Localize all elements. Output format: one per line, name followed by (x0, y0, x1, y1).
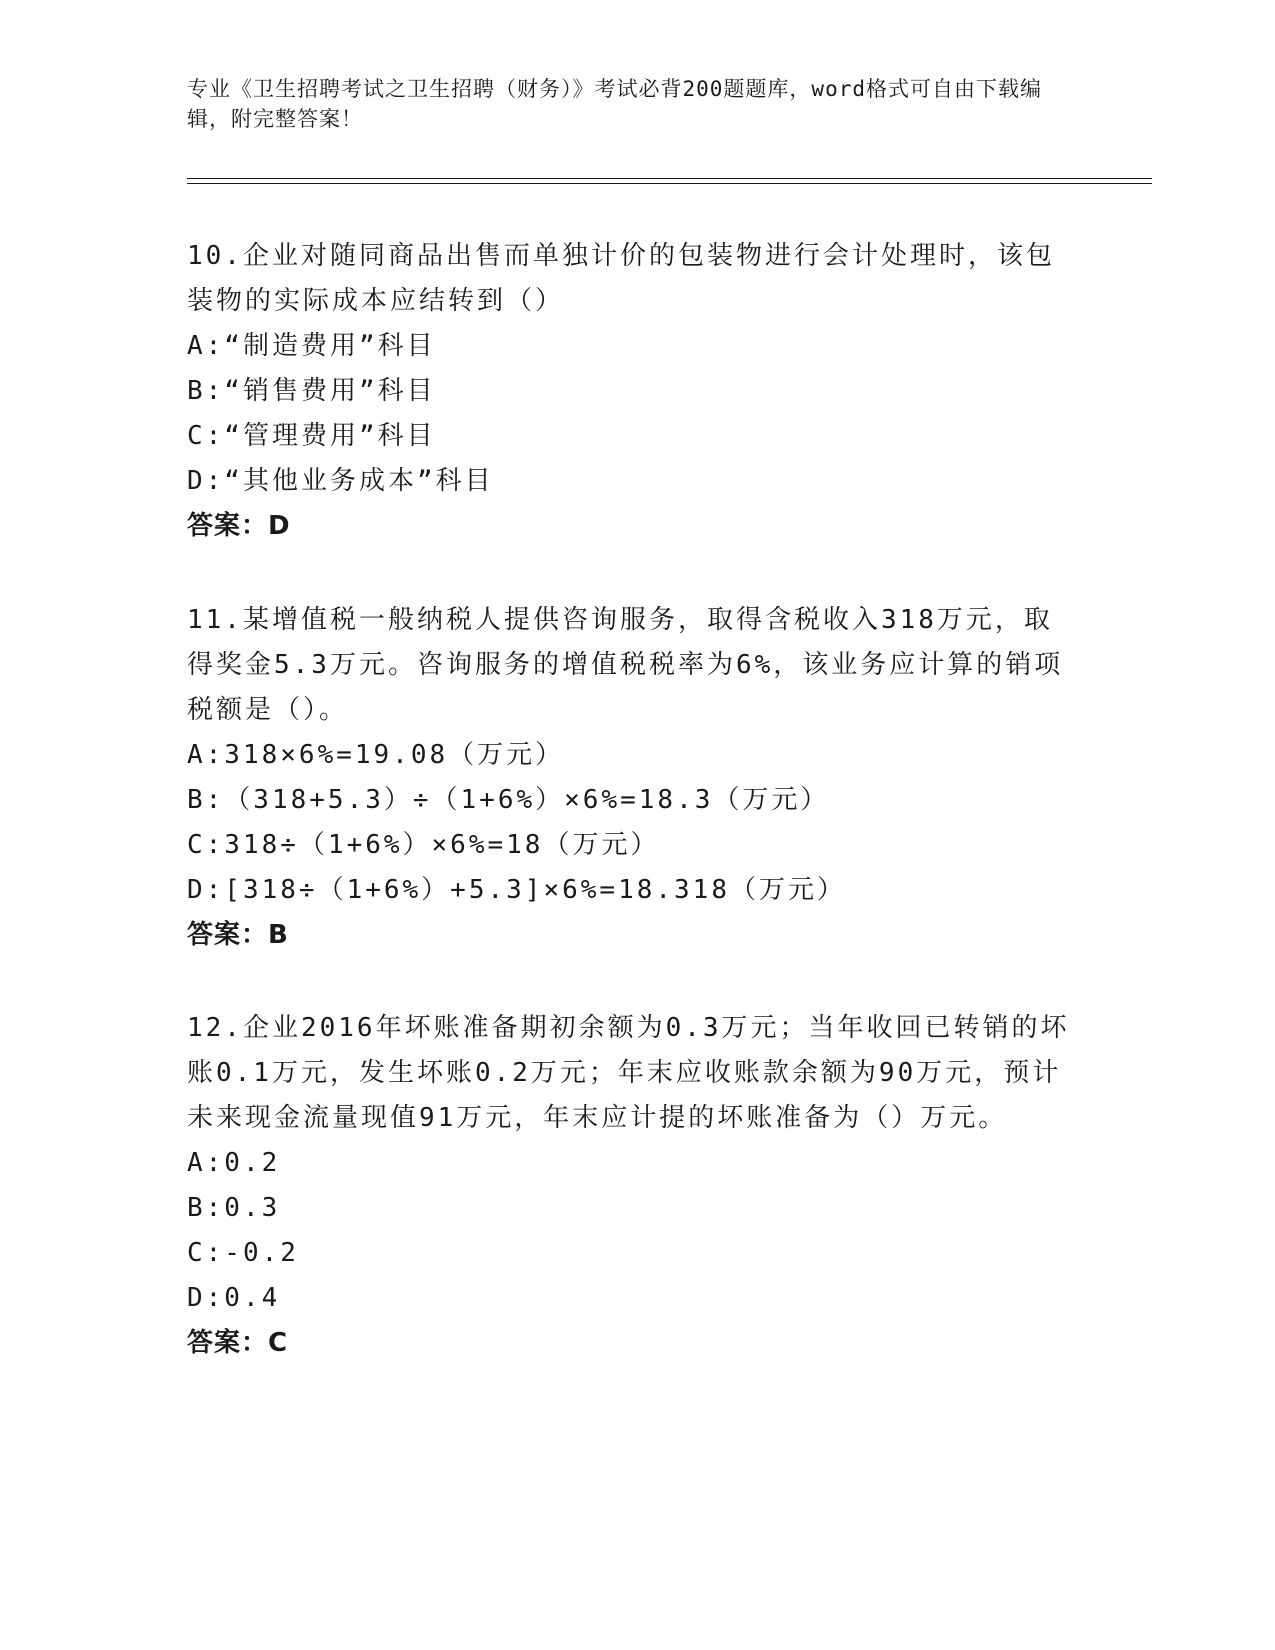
document-header: 专业《卫生招聘考试之卫生招聘（财务）》考试必背200题题库，word格式可自由下载编辑，附完整答案！ (187, 77, 1042, 131)
option-b: B:“销售费用”科目 (187, 376, 436, 406)
answer: 答案：B (187, 920, 289, 950)
option-d: D:0.4 (187, 1283, 281, 1313)
option-a: A:0.2 (187, 1148, 281, 1178)
question-stem: 10.企业对随同商品出售而单独计价的包装物进行会计处理时，该包装物的实际成本应结转到（） (187, 241, 1055, 316)
option-b: B:（318+5.3）÷（1+6%）×6%=18.3（万元） (187, 785, 830, 815)
option-d: D:[318÷（1+6%）+5.3]×6%=18.318（万元） (187, 875, 846, 905)
option-d: D:“其他业务成本”科目 (187, 466, 494, 496)
option-c: C:318÷（1+6%）×6%=18（万元） (187, 830, 660, 860)
question-12 (187, 1006, 1077, 1366)
option-a: A:318×6%=19.08（万元） (187, 740, 565, 770)
option-a: A:“制造费用”科目 (187, 331, 436, 361)
answer: 答案：D (187, 511, 291, 541)
header-divider-top (187, 178, 1152, 179)
question-11 (187, 598, 1077, 958)
answer: 答案：C (187, 1328, 289, 1358)
option-c: C:“管理费用”科目 (187, 421, 436, 451)
option-c: C:-0.2 (187, 1238, 299, 1268)
question-10 (187, 234, 1077, 549)
header-divider-bottom (187, 183, 1152, 184)
option-b: B:0.3 (187, 1193, 281, 1223)
question-stem: 11.某增值税一般纳税人提供咨询服务，取得含税收入318万元，取得奖金5.3万元。咨询服务的增值税税率为6%，该业务应计算的销项税额是（）。 (187, 605, 1064, 725)
question-stem: 12.企业2016年坏账准备期初余额为0.3万元；当年收回已转销的坏账0.1万元，发生坏账0.2万元；年末应收账款余额为90万元，预计未来现金流量现值91万元，年末应计提的坏账准备为（）万元。 (187, 1013, 1070, 1133)
